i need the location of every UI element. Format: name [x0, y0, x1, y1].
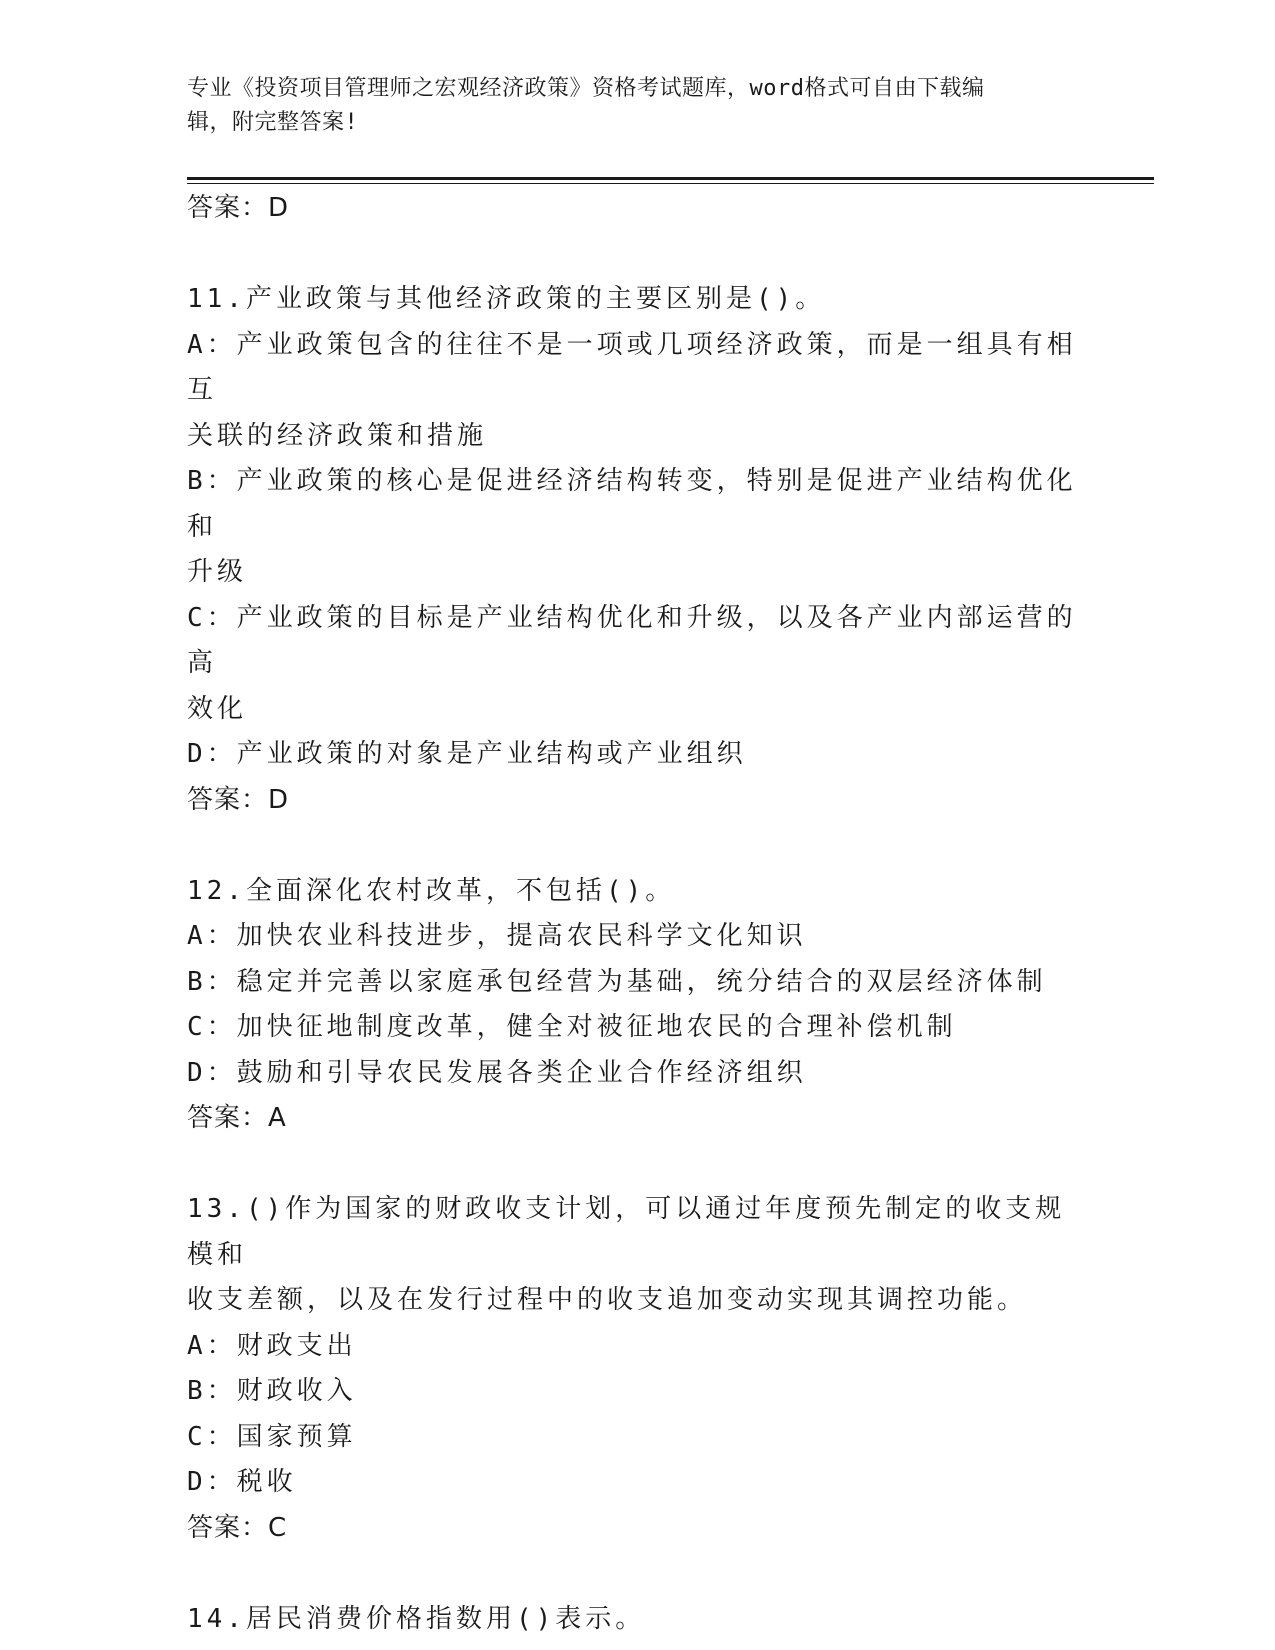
option-line: C：产业政策的目标是产业结构优化和升级，以及各产业内部运营的高 — [187, 602, 1077, 678]
header-rule-thick — [187, 177, 1154, 180]
question-14 — [187, 1597, 1087, 1643]
question-stem: 收支差额，以及在发行过程中的收支追加变动实现其调控功能。 — [187, 1285, 1028, 1315]
question-stem: 11.产业政策与其他经济政策的主要区别是()。 — [187, 284, 826, 314]
header-line-1: 专业《投资项目管理师之宏观经济政策》资格考试题库，word格式可自由下载编 — [187, 76, 985, 101]
question-13 — [187, 1187, 1087, 1551]
option-line: C：加快征地制度改革，健全对被征地农民的合理补偿机制 — [187, 1012, 957, 1042]
option-line: 效化 — [187, 693, 248, 724]
option-line: D：鼓励和引导农民发展各类企业合作经济组织 — [187, 1057, 807, 1088]
option-line: A：加快农业科技进步，提高农民科学文化知识 — [187, 921, 807, 951]
answer-line: 答案：D — [187, 784, 290, 815]
option-line: A：财政支出 — [187, 1330, 357, 1361]
document-body — [187, 186, 1087, 1642]
option-line: A：产业政策包含的往往不是一项或几项经济政策，而是一组具有相互 — [187, 329, 1077, 405]
option-line: D：产业政策的对象是产业结构或产业组织 — [187, 739, 747, 769]
header-line-2: 辑，附完整答案! — [187, 110, 359, 135]
option-line: 升级 — [187, 557, 248, 587]
header-rule-thin — [187, 183, 1154, 184]
option-line: B：稳定并完善以家庭承包经营为基础，统分结合的双层经济体制 — [187, 966, 1047, 997]
answer-line: 答案：D — [187, 193, 290, 223]
option-line: D：税收 — [187, 1467, 297, 1497]
question-stem: 13.()作为国家的财政收支计划，可以通过年度预先制定的收支规模和 — [187, 1194, 1066, 1270]
option-line: B：财政收入 — [187, 1376, 357, 1406]
option-line: C：国家预算 — [187, 1421, 357, 1452]
option-line: B：产业政策的核心是促进经济结构转变，特别是促进产业结构优化和 — [187, 466, 1077, 542]
answer-line: 答案：A — [187, 1103, 287, 1133]
question-12 — [187, 869, 1087, 1142]
answer-line: 答案：C — [187, 1512, 288, 1543]
question-stem: 12.全面深化农村改革，不包括()。 — [187, 875, 676, 906]
document-header — [187, 72, 1087, 140]
option-line: 关联的经济政策和措施 — [187, 420, 488, 451]
question-11 — [187, 277, 1087, 823]
question-stem: 14.居民消费价格指数用()表示。 — [187, 1603, 646, 1634]
